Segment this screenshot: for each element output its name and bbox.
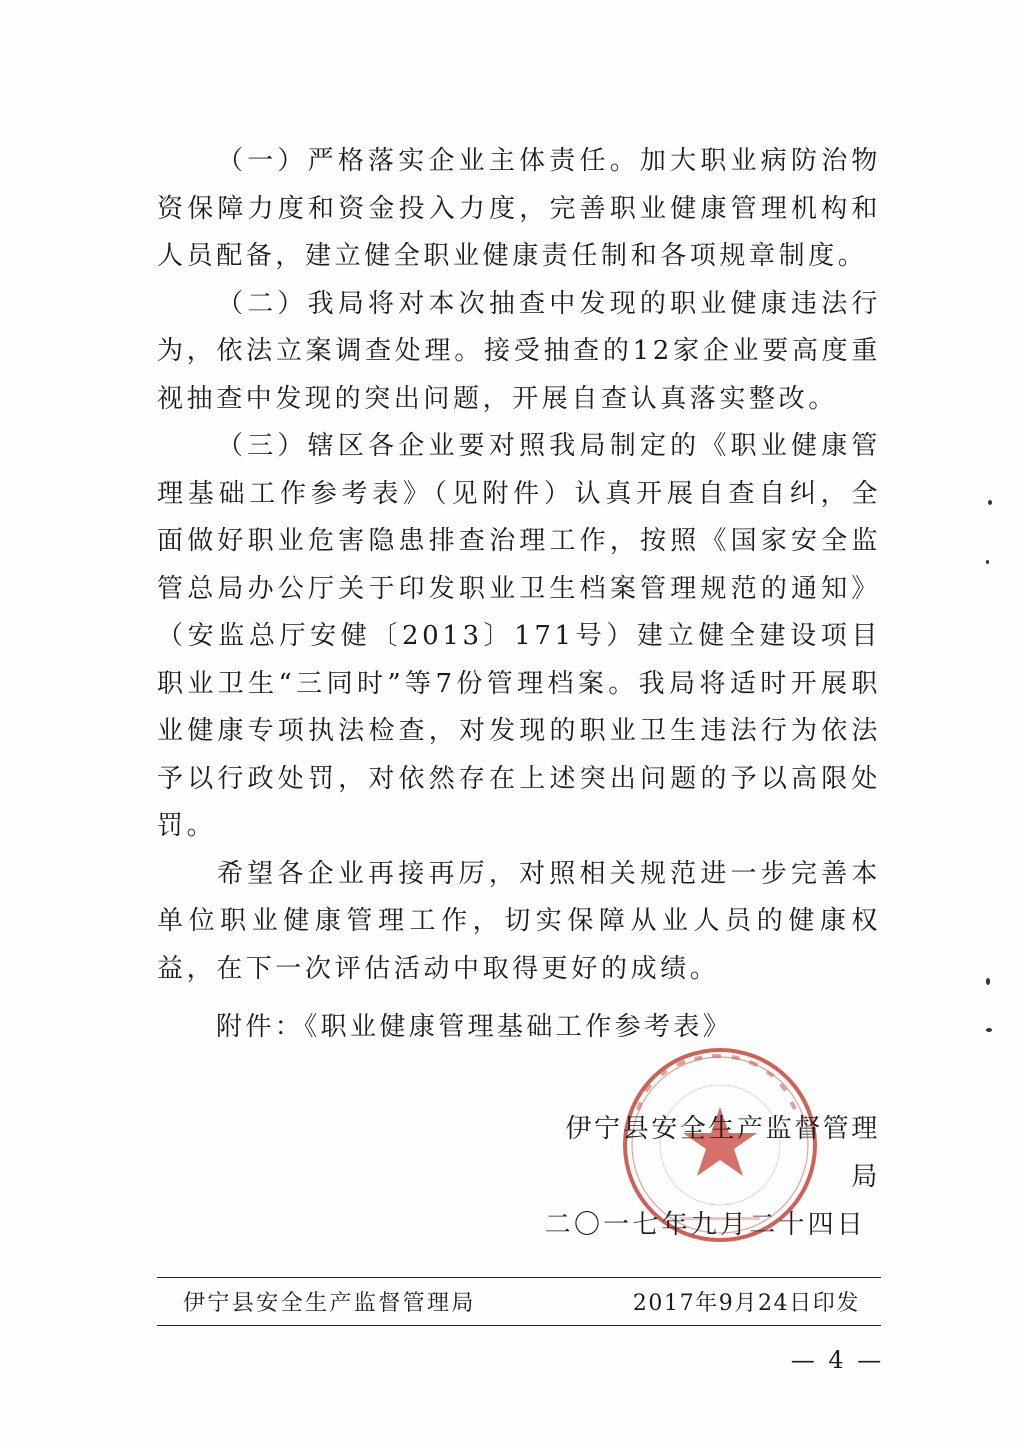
document-body: [157, 138, 881, 993]
paragraph-1: （一）严格落实企业主体责任。加大职业病防治物资保障力度和资金投入力度，完善职业健康管理机构和人员配备，建立健全职业健康责任制和各项规章制度。: [157, 146, 881, 271]
paragraph-3: （三）辖区各企业要对照我局制定的《职业健康管理基础工作参考表》（见附件）认真开展自查自纠，全面做好职业危害隐患排查治理工作，按照《国家安全监管总局办公厅关于印发职业卫生档案管理规范的通知》（安监总厅安健〔2013〕171号）建立健全建设项目职业卫生“三同时”等7份管理档案。我局将适时开展职业健康专项执法检查，对发现的职业卫生违法行为依法予以行政处罚，对依然存在上述突出问题的予以高限处罚。: [157, 431, 881, 841]
scan-speck: [986, 560, 989, 564]
signing-organization: 伊宁县安全生产监督管理局: [565, 1114, 880, 1192]
attachment-note: 附件：《职业健康管理基础工作参考表》: [216, 1012, 733, 1042]
scan-speck: [986, 978, 990, 985]
signature-block: [540, 1105, 880, 1249]
paragraph-4: 希望各企业再接再厉，对照相关规范进一步完善本单位职业健康管理工作，切实保障从业人员的健康权益，在下一次评估活动中取得更好的成绩。: [157, 858, 881, 984]
paragraph-2: （二）我局将对本次抽查中发现的职业健康违法行为，依法立案调查处理。接受抽查的12家企业要高度重视抽查中发现的突出问题，开展自查认真落实整改。: [157, 288, 881, 414]
scan-speck: [988, 500, 992, 505]
footer-top-rule: [157, 1277, 881, 1278]
footer-bottom-rule: [157, 1325, 881, 1326]
page-number: — 4 —: [790, 1346, 885, 1374]
footer-print-date: 2017年9月24日印发: [632, 1291, 860, 1316]
signing-date: 二〇一七年九月二十四日: [544, 1210, 866, 1240]
footer-issuer: 伊宁县安全生产监督管理局: [183, 1291, 476, 1316]
scan-speck: [986, 1028, 992, 1032]
